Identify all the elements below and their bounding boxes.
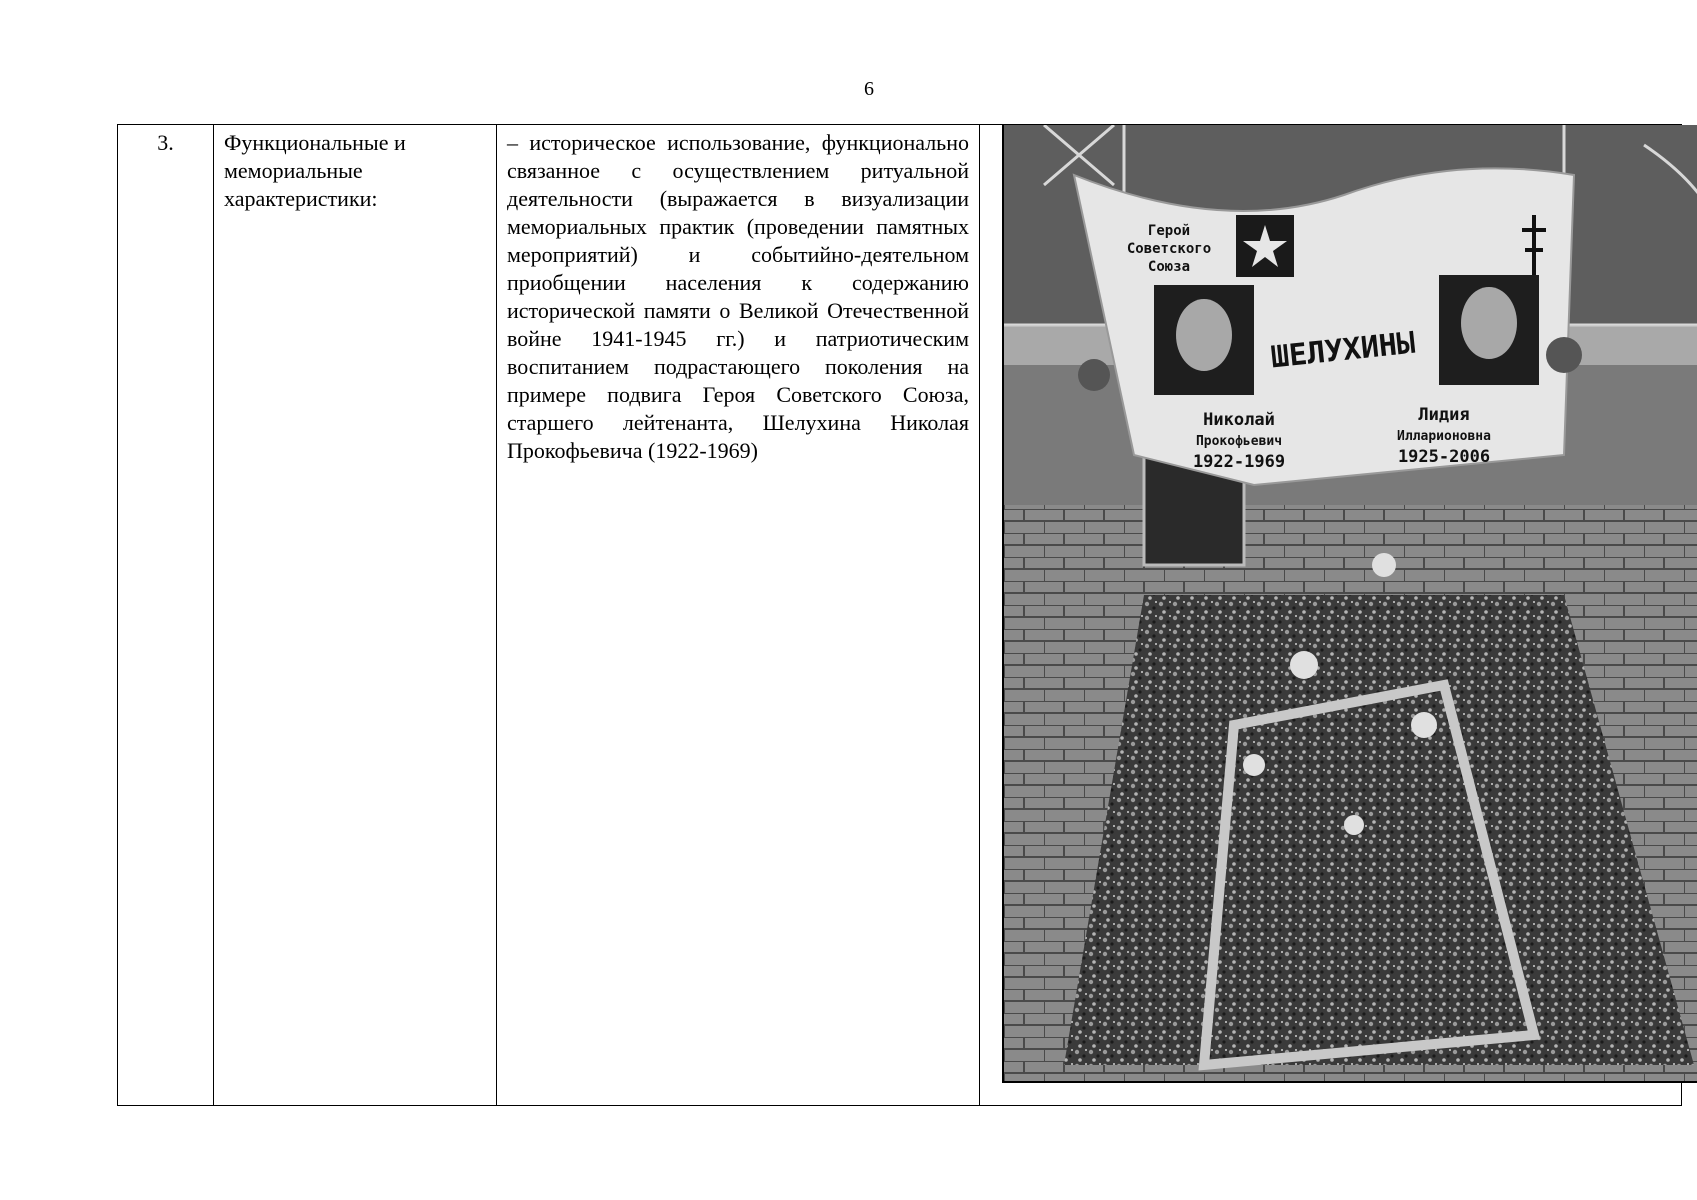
row-number: 3. <box>118 125 214 1106</box>
characteristics-table <box>117 124 1682 1106</box>
hero-title-line3: Союза <box>1147 259 1191 275</box>
person2-first-name: Лидия <box>1418 405 1470 425</box>
person1-dates: 1922-1969 <box>1192 452 1286 472</box>
person2-patronymic: Илларионовна <box>1397 429 1491 444</box>
surname-text: ШЕЛУХИНЫ <box>1269 325 1417 376</box>
photo-cell <box>980 125 1682 1106</box>
grave-photo <box>1002 125 1697 1083</box>
person2-dates: 1925-2006 <box>1397 447 1491 467</box>
person1-first-name: Николай <box>1203 410 1275 430</box>
hero-title-line1: Герой <box>1147 223 1191 239</box>
page-number: 6 <box>864 78 874 100</box>
table-row <box>118 125 1682 1106</box>
row-description: – историческое использование, функционально связанное с осуществлением ритуальной деятельности (выражается в визуализации мемориальных практик (проведении памятных мероприятий) и событийно-деятельном приобщении населения к содержанию исторической памяти о Великой Отечественной войне 1941-1945 гг.) и патриотическим воспитанием подрастающего поколения на примере подвига Героя Советского Союза, старшего лейтенанта, Шелухина Николая Прокофьевича (1922-1969) <box>497 125 980 1106</box>
person1-patronymic: Прокофьевич <box>1195 434 1283 449</box>
hero-title-line2: Советского <box>1126 241 1212 257</box>
grave-photo-image <box>1004 125 1697 1081</box>
row-label: Функциональные и мемориальные характеристики: <box>214 125 497 1106</box>
